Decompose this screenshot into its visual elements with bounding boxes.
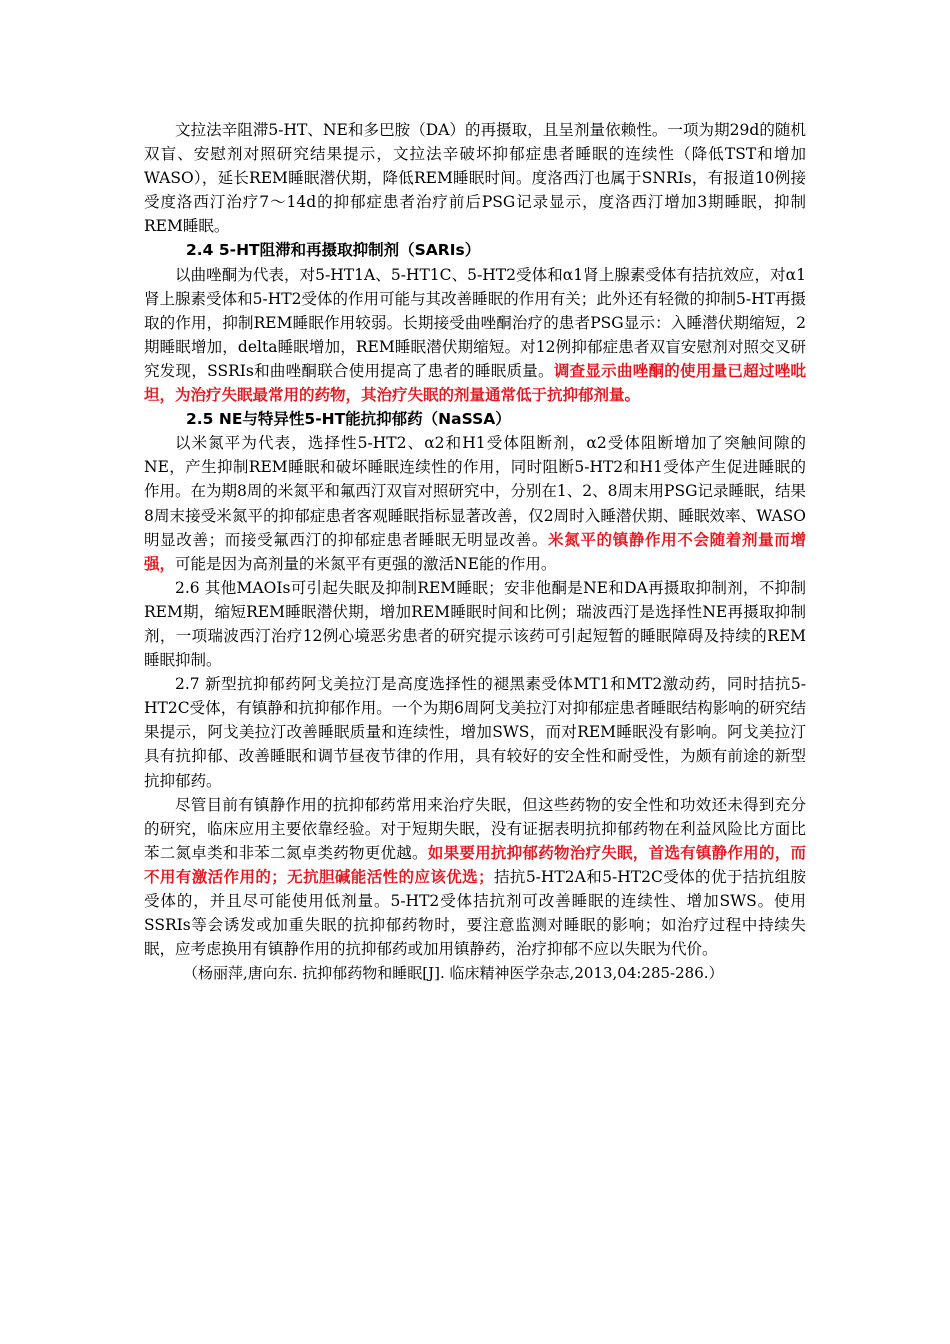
paragraph-snris xyxy=(144,118,806,238)
paragraph-2-6-other-maois xyxy=(144,576,806,672)
paragraph-2-7-agomelatine xyxy=(144,672,806,792)
highlight-trazodone: 调查显示曲唑酮的使用量已超过唑吡坦，为治疗失眠最常用的药物，其治疗失眠的剂量通常低于抗抑郁剂量。 xyxy=(144,360,806,405)
paragraph-mirtazapine xyxy=(144,431,806,576)
paragraph-summary xyxy=(144,793,806,962)
heading-2-5-nassa: 2.5 NE与特异性5-HT能抗抑郁药（NaSSA） xyxy=(186,410,511,429)
reference-citation xyxy=(144,961,806,985)
highlight-mirtazapine: 米氮平的镇静作用不会随着剂量而增强， xyxy=(144,529,806,573)
citation-text: （杨丽萍,唐向东. 抗抑郁药物和睡眠[J]. 临床精神医学杂志,2013,04:285-286.） xyxy=(183,964,724,983)
document-body xyxy=(144,118,806,985)
paragraph-text: 文拉法辛阻滞5-HT、NE和多巴胺（DA）的再摄取，且呈剂量依赖性。一项为期29d的随机双盲、安慰剂对照研究结果提示，文拉法辛破坏抑郁症患者睡眠的连续性（降低TST和增加WASO），延长REM睡眠潜伏期，降低REM睡眠时间。度洛西汀也属于SNRIs，有报道10例接受度洛西汀治疗7～14d的抑郁症患者治疗前后PSG记录显示，度洛西汀增加3期睡眠，抑制REM睡眠。 xyxy=(144,121,806,236)
highlight-recommendation: 如果要用抗抑郁药物治疗失眠，首选有镇静作用的，而不用有激活作用的；无抗胆碱能活性的应该优选； xyxy=(144,842,806,886)
paragraph-text: 以米氮平为代表，选择性5-HT2、α2和H1受体阻断剂，α2受体阻断增加了突触间隙的NE，产生抑制REM睡眠和破坏睡眠连续性的作用，同时阻断5-HT2和H1受体产生促进睡眠的作用。在为期8周的米氮平和氟西汀双盲对照研究中，分别在1、2、8周末用PSG记录睡眠，结果8周末接受米氮平的抑郁症患者客观睡眠指标显著改善，仅2周时入睡潜伏期、睡眠效率、WASO明显改善；而接受氟西汀的抑郁症患者睡眠无明显改善。 xyxy=(144,434,806,549)
paragraph-tail: 拮抗5-HT2A和5-HT2C受体的优于拮抗组胺受体的，并且尽可能使用低剂量。5-HT2受体拮抗剂可改善睡眠的连续性、增加SWS。使用SSRIs等会诱发或加重失眠的抗抑郁药物时，要注意监测对睡眠的影响；如治疗过程中持续失眠，应考虑换用有镇静作用的抗抑郁药或加用镇静药，治疗抑郁不应以失眠为代价。 xyxy=(144,867,806,959)
paragraph-text: 2.6 其他MAOIs可引起失眠及抑制REM睡眠；安非他酮是NE和DA再摄取抑制剂，不抑制REM期，缩短REM睡眠潜伏期，增加REM睡眠时间和比例；瑞波西汀是选择性NE再摄取抑制剂，一项瑞波西汀治疗12例心境恶劣患者的研究提示该药可引起短暂的睡眠障碍及持续的REM睡眠抑制。 xyxy=(144,578,806,670)
paragraph-text: 2.7 新型抗抑郁药阿戈美拉汀是高度选择性的褪黑素受体MT1和MT2激动药，同时拮抗5-HT2C受体，有镇静和抗抑郁作用。一个为期6周阿戈美拉汀对抑郁症患者睡眠结构影响的研究结果提示，阿戈美拉汀改善睡眠质量和连续性，增加SWS，而对REM睡眠没有影响。阿戈美拉汀具有抗抑郁、改善睡眠和调节昼夜节律的作用，具有较好的安全性和耐受性，为颇有前途的新型抗抑郁药。 xyxy=(144,675,806,790)
paragraph-text: 尽管目前有镇静作用的抗抑郁药常用来治疗失眠，但这些药物的安全性和功效还未得到充分的研究，临床应用主要依靠经验。对于短期失眠，没有证据表明抗抑郁药物在利益风险比方面比苯二氮卓类和非苯二氮卓类药物更优越。 xyxy=(144,795,806,862)
paragraph-tail: 可能是因为高剂量的米氮平有更强的激活NE能的作用。 xyxy=(175,554,557,573)
paragraph-trazodone xyxy=(144,263,806,408)
heading-2-4-sari: 2.4 5-HT阻滞和再摄取抑制剂（SARIs） xyxy=(186,241,481,260)
paragraph-text: 以曲唑酮为代表，对5-HT1A、5-HT1C、5-HT2受体和α1肾上腺素受体有拮抗效应，对α1肾上腺素受体和5-HT2受体的作用可能与其改善睡眠的作用有关；此外还有轻微的抑制5-HT再摄取的作用，抑制REM睡眠作用较弱。长期接受曲唑酮治疗的患者PSG显示：入睡潜伏期缩短，2期睡眠增加，delta睡眠增加，REM睡眠潜伏期缩短。对12例抑郁症患者双盲安慰剂对照交叉研究发现，SSRIs和曲唑酮联合使用提高了患者的睡眠质量。 xyxy=(144,265,806,380)
